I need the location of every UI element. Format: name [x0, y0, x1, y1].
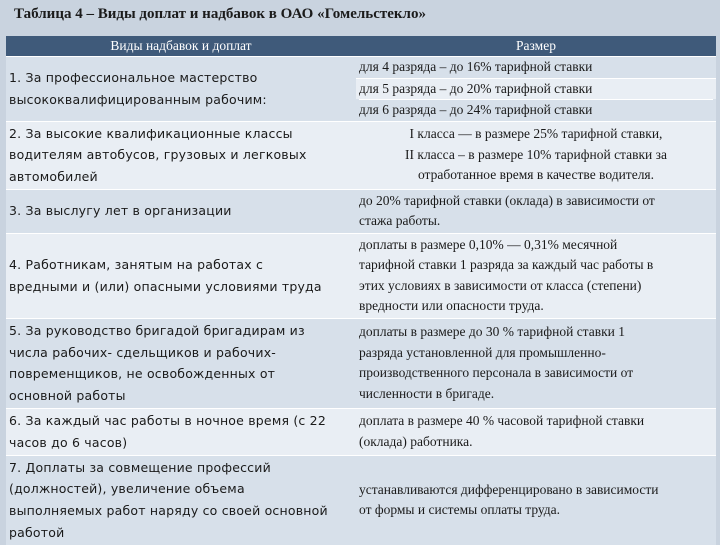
size-line: доплата в размере 40 % часовой тарифной ставки [359, 413, 645, 429]
size-line: (оклада) работника. [359, 433, 473, 449]
kind-line: 7. Доплаты за совмещение профессий [9, 459, 271, 475]
kind-cell [6, 121, 356, 189]
allowances-table [6, 36, 716, 545]
table-row [6, 455, 716, 545]
size-line: для 5 разряда – до 20% тарифной ставки [356, 78, 716, 100]
header-kind: Виды надбавок и доплат [6, 36, 356, 57]
size-cell [356, 409, 716, 456]
table-row [6, 189, 716, 233]
kind-cell [6, 409, 356, 456]
page-title: Таблица 4 – Виды доплат и надбавок в ОАО «Гомельстекло» [14, 6, 426, 22]
size-cell [356, 233, 716, 318]
kind-line: автомобилей [9, 169, 98, 185]
kind-line: 6. За каждый час работы в ночное время (с 22 [9, 413, 326, 429]
size-cell [356, 318, 716, 408]
table-row [6, 121, 716, 189]
size-line: отработанное время в качестве водителя. [417, 167, 655, 183]
kind-cell [6, 233, 356, 318]
size-line: I класса — в размере 25% тарифной ставки, [409, 126, 663, 142]
kind-cell [6, 57, 356, 122]
size-cell [356, 121, 716, 189]
kind-line: выполняемых работ наряду со своей основной [9, 503, 328, 519]
table-row [6, 57, 716, 122]
table-header-row [6, 36, 716, 57]
table-row [6, 318, 716, 408]
kind-line: 1. За профессиональное мастерство [9, 69, 258, 85]
kind-line: 4. Работникам, занятым на работах с [9, 257, 264, 273]
kind-line: работой [9, 525, 65, 541]
size-cell [356, 57, 716, 122]
kind-line: вредными и (или) опасными условиями труда [9, 278, 322, 294]
size-line: доплаты в размере до 30 % тарифной ставки 1 [359, 324, 626, 340]
kind-line: числа рабочих- сдельщиков и рабочих- [9, 344, 277, 360]
size-line: вредности или опасности труда. [359, 298, 544, 314]
kind-line: (должностей), увеличение объема [9, 481, 245, 497]
size-line: для 4 разряда – до 16% тарифной ставки [359, 59, 593, 74]
kind-line: высококвалифицированным рабочим: [9, 91, 267, 107]
kind-line: 3. За выслугу лет в организации [9, 203, 232, 219]
size-cell [356, 189, 716, 233]
size-line: стажа работы. [359, 213, 441, 229]
kind-line: 5. За руководство бригадой бригадирам из [9, 322, 305, 338]
kind-cell [6, 455, 356, 545]
size-line: разряда установленной для промышленно- [359, 344, 606, 360]
kind-line: часов до 6 часов) [9, 434, 128, 450]
kind-line: основной работы [9, 388, 126, 404]
size-line: этих условиях в зависимости от класса (степени) [359, 277, 642, 293]
size-line: численности в бригаде. [359, 385, 495, 401]
size-line: тарифной ставки 1 разряда за каждый час работы в [359, 257, 654, 273]
size-line: до 20% тарифной ставки (оклада) в зависимости от [359, 192, 655, 208]
kind-line: 2. За высокие квалификационные классы [9, 125, 293, 141]
size-line: II класса – в размере 10% тарифной ставки за [405, 146, 667, 162]
size-cell [356, 455, 716, 545]
kind-line: повременщиков, не освобожденных от [9, 366, 276, 382]
kind-cell [6, 189, 356, 233]
kind-line: водителям автобусов, грузовых и легковых [9, 147, 307, 163]
size-line: для 6 разряда – до 24% тарифной ставки [359, 99, 713, 121]
table-row [6, 233, 716, 318]
header-size: Размер [356, 36, 716, 57]
table-row [6, 409, 716, 456]
size-line: доплаты в размере 0,10% — 0,31% месячной [359, 236, 618, 252]
size-line: от формы и системы оплаты труда. [359, 502, 561, 518]
size-line: производственного персонала в зависимости от [359, 365, 634, 381]
size-line: устанавливаются дифференцировано в зависимости [359, 481, 659, 497]
kind-cell [6, 318, 356, 408]
